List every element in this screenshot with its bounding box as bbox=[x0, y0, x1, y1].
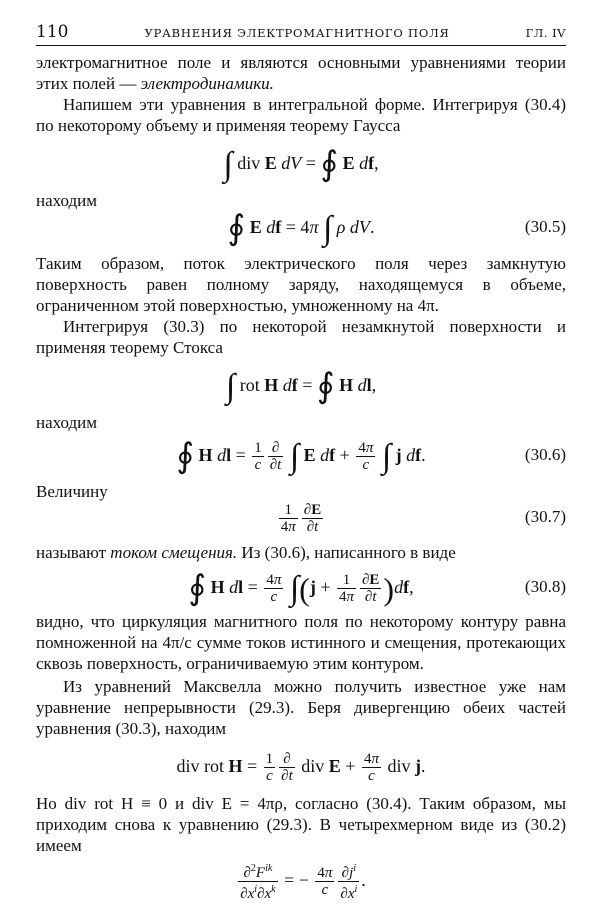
paragraph-11: Но div rot H ≡ 0 и div E = 4πρ, согласно (30.4). Таким образом, мы приходим снова к уравнению (29.3). В четырехмерном виде из (30.2) имеем bbox=[36, 794, 566, 855]
paragraph-3: находим bbox=[36, 191, 98, 210]
four-dimensional-equation: $\partial^2F^{ik}$ $\partial x^i\partial x^k$ = − $\frac{4\pi}{c}$ $\frac{\partial j^i}{\partial x^i}$ . bbox=[240, 863, 366, 903]
running-title: УРАВНЕНИЯ ЭЛЕКТРОМАГНИТНОГО ПОЛЯ bbox=[144, 26, 450, 40]
equation-number-30-7: (30.7) bbox=[524, 507, 566, 526]
equation-30-7: $\frac{1}{4\pi}$ $\frac{\partial E}{\partial t}$ (30.7) bbox=[36, 494, 566, 540]
gauss-equation: ∫ div E dV = ∮ E df, bbox=[223, 145, 379, 183]
equation-number-30-5: (30.5) bbox=[524, 217, 566, 236]
equation-30-5: ∮ E df = 4π ∫ ρ dV. (30.5) bbox=[36, 205, 566, 249]
book-page bbox=[36, 22, 566, 904]
equation-30-8: ∮ H dl = $\frac{4\pi}{c}$ ∫(j + $\frac{1}{4\pi}$ $\frac{\partial E}{\partial t}$ )df, (30.8) bbox=[36, 563, 566, 611]
paragraph-4: Таким образом, поток электрического поля через замкнутую поверхность равен полному заряду, находящемуся в объеме, ограниченном этой поверхностью, умноженному на 4π. bbox=[36, 254, 566, 315]
paragraph-10: Из уравнений Максвелла можно получить известное уже нам уравнение непрерывности (29.3). Беря дивергенцию обеих частей уравнения (30.3), находим bbox=[36, 677, 566, 738]
paragraph-1: электромагнитное поле и являются основными уравнениями теории этих полей — электродинамики. bbox=[36, 53, 566, 93]
page-body bbox=[36, 52, 566, 904]
paragraph-2: Напишем эти уравнения в интегральной форме. Интегрируя (30.4) по некоторому объему и применяя теорему Гаусса bbox=[36, 95, 566, 135]
paragraph-5: Интегрируя (30.3) по некоторой незамкнутой поверхности и применяя теорему Стокса bbox=[36, 317, 566, 357]
paragraph-7: Величину bbox=[36, 482, 108, 501]
chapter-label: ГЛ. IV bbox=[525, 26, 566, 40]
paragraph-9: видно, что циркуляция магнитного поля по некоторому контуру равна помноженной на 4π/c сумме токов истинного и смещения, протекающих сквозь поверхность, ограничиваемую этим контуром. bbox=[36, 612, 566, 673]
paragraph-6: находим bbox=[36, 413, 98, 432]
stokes-equation: ∫ rot H df = ∮ H dl, bbox=[225, 367, 377, 405]
equation-number-30-6: (30.6) bbox=[524, 445, 566, 464]
continuity-derivation-equation: div rot H = $\frac{1}{c}$ ∂ ∂t div E + $\frac{4\pi}{c}$ div j. bbox=[176, 751, 426, 785]
equation-30-6: ∮ H dl = $\frac{1}{c}$ ∂ ∂t ∫ E df + $\frac{4\pi}{c}$ ∫ j df. (30.6) bbox=[36, 429, 566, 481]
page-number: 110 bbox=[36, 22, 69, 42]
paragraph-8: называют током смещения. Из (30.6), написанного в виде bbox=[36, 543, 456, 562]
equation-number-30-8: (30.8) bbox=[524, 577, 566, 596]
running-header bbox=[36, 22, 566, 46]
